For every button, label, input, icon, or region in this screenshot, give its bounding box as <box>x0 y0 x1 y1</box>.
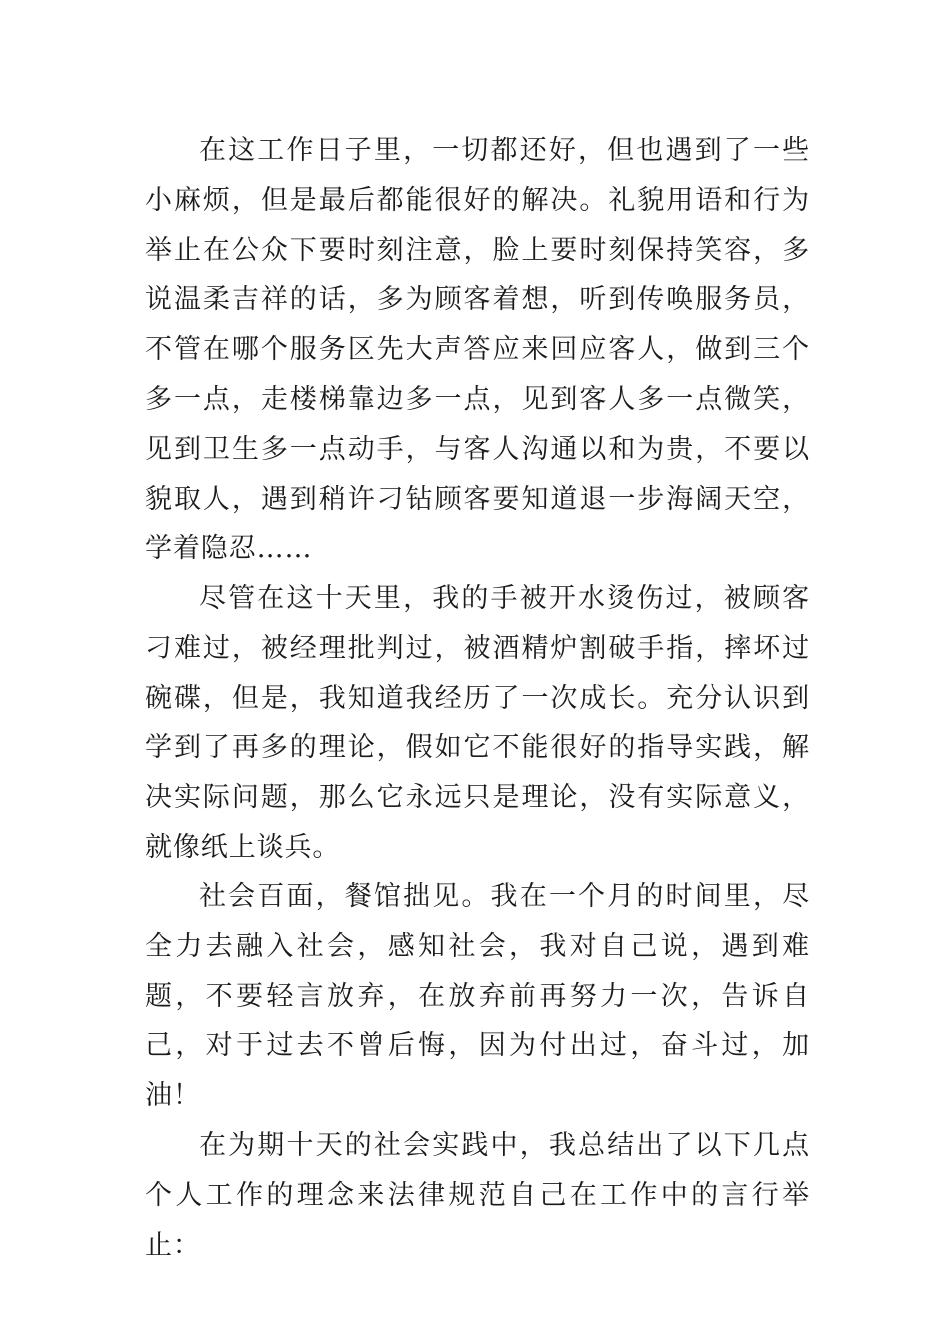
paragraph-society: 社会百面，餐馆拙见。我在一个月的时间里，尽全力去融入社会，感知社会，我对自己说，遇到难题，不要轻言放弃，在放弃前再努力一次，告诉自己，对于过去不曾后悔，因为付出过，奋斗过，加油！ <box>145 881 810 1112</box>
paragraph-summary: 在为期十天的社会实践中，我总结出了以下几点个人工作的理念来法律规范自己在工作中的言行举止： <box>145 1130 810 1261</box>
paragraph-growth: 尽管在这十天里，我的手被开水烫伤过，被顾客刁难过，被经理批判过，被酒精炉割破手指，摔坏过碗碟，但是，我知道我经历了一次成长。充分认识到学到了再多的理论，假如它不能很好的指导实践，解决实际问题，那么它永远只是理论，没有实际意义，就像纸上谈兵。 <box>145 583 810 863</box>
paragraph-work-days: 在这工作日子里，一切都还好，但也遇到了一些小麻烦，但是最后都能很好的解决。礼貌用语和行为举止在公众下要时刻注意，脸上要时刻保持笑容，多说温柔吉祥的话，多为顾客着想，听到传唤服务员，不管在哪个服务区先大声答应来回应客人，做到三个多一点，走楼梯靠边多一点，见到客人多一点微笑，见到卫生多一点动手，与客人沟通以和为贵，不要以貌取人，遇到稍许刁钻顾客要知道退一步海阔天空，学着隐忍…… <box>145 135 810 565</box>
